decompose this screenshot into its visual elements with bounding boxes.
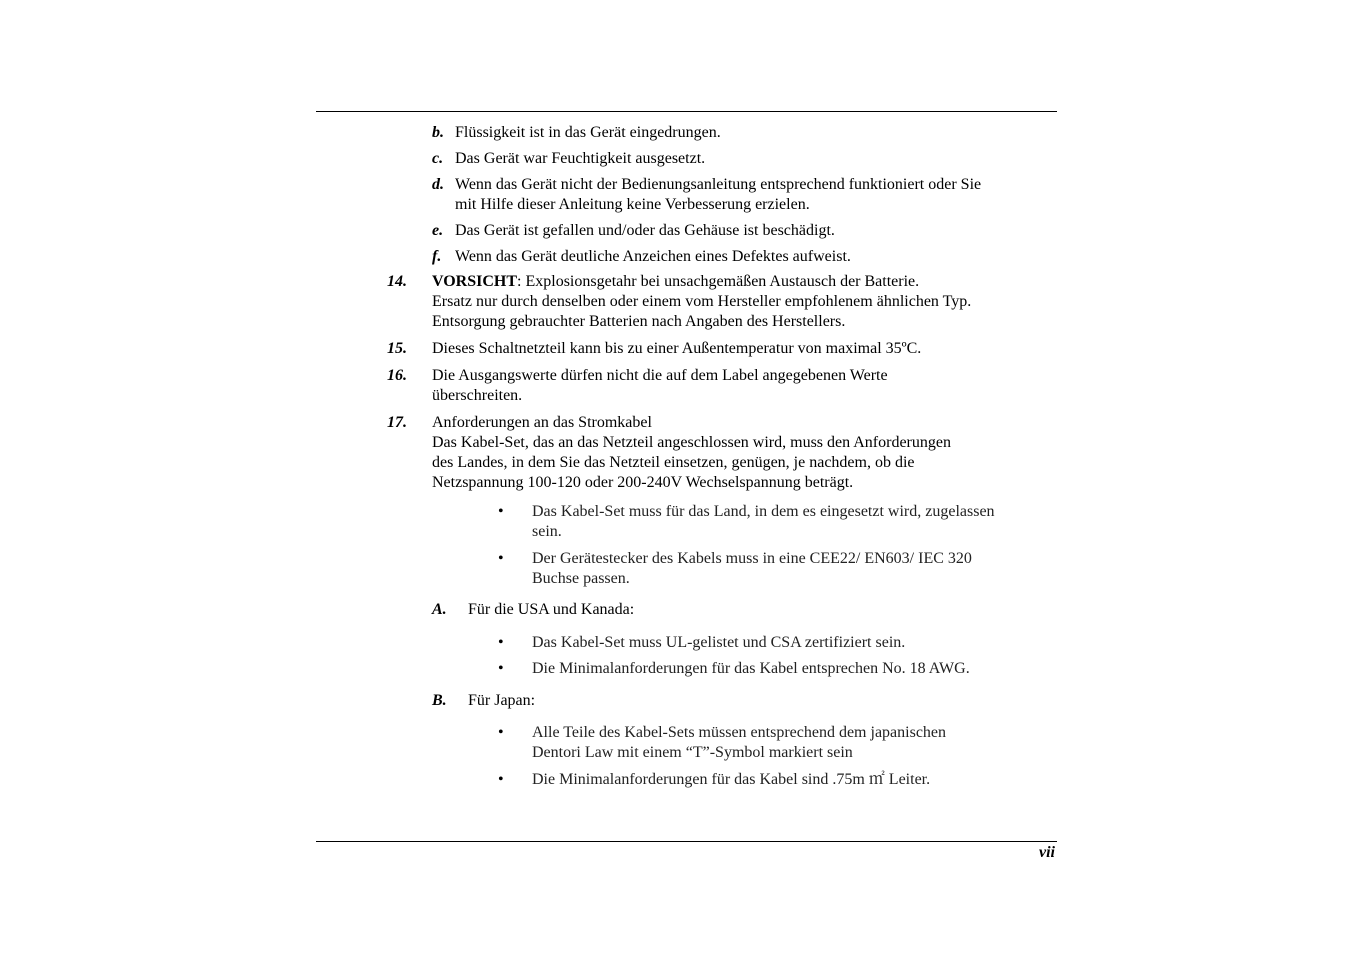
item17-line3: des Landes, in dem Sie das Netzteil einsetzen, genügen, je nachdem, ob die: [432, 454, 915, 471]
footer-rule: [316, 841, 1057, 842]
item17-line1: Anforderungen an das Stromkabel: [432, 414, 652, 431]
item-number-17: 17.: [387, 414, 407, 431]
item15-text: Dieses Schaltnetzteil kann bis zu einer Außentemperatur von maximal 35ºC.: [432, 340, 922, 357]
section-b-bullet-1-line2: Dentori Law mit einem “T”-Symbol markiert sein: [532, 744, 853, 761]
section-label-b: B.: [432, 692, 447, 709]
header-rule: [316, 111, 1057, 112]
bullet-icon: •: [498, 660, 504, 677]
sub-item-text-d-line2: mit Hilfe dieser Anleitung keine Verbesserung erzielen.: [455, 196, 810, 213]
item-number-16: 16.: [387, 367, 407, 384]
item17-line2: Das Kabel-Set, das an das Netzteil angeschlossen wird, muss den Anforderungen: [432, 434, 951, 451]
item14-line1: [432, 272, 919, 292]
section-b-bullet-2: Die Minimalanforderungen für das Kabel sind .75m ㎡ Leiter.: [532, 771, 931, 788]
bullet-icon: •: [498, 503, 504, 520]
sub-item-text-e: Das Gerät ist gefallen und/oder das Gehäuse ist beschädigt.: [455, 222, 835, 239]
item-number-14: 14.: [387, 273, 407, 290]
item16-line2: überschreiten.: [432, 387, 523, 404]
bullet-icon: •: [498, 724, 504, 741]
bullet-text-2-line2: Buchse passen.: [532, 570, 630, 587]
bullet-icon: •: [498, 550, 504, 567]
item14-line2: Ersatz nur durch denselben oder einem vom Hersteller empfohlenem ähnlichen Typ.: [432, 293, 972, 310]
bullet-icon: •: [498, 634, 504, 651]
sub-item-text-c: Das Gerät war Feuchtigkeit ausgesetzt.: [455, 150, 706, 167]
sub-item-text-f: Wenn das Gerät deutliche Anzeichen eines Defektes aufweist.: [455, 248, 851, 265]
item17-line4: Netzspannung 100-120 oder 200-240V Wechselspannung beträgt.: [432, 474, 854, 491]
sub-item-text-b: Flüssigkeit ist in das Gerät eingedrungen.: [455, 124, 721, 141]
item-number-15: 15.: [387, 340, 407, 357]
sub-item-text-d-line1: Wenn das Gerät nicht der Bedienungsanleitung entsprechend funktioniert oder Sie: [455, 176, 982, 193]
sub-item-label-f: f.: [432, 248, 442, 265]
bullet-text-2-line1: Der Gerätestecker des Kabels muss in eine CEE22/ EN603/ IEC 320: [532, 550, 972, 567]
bullet-icon: •: [498, 771, 504, 788]
section-title-b: Für Japan:: [468, 692, 536, 709]
sub-item-label-e: e.: [432, 222, 444, 239]
sub-item-label-c: c.: [432, 150, 444, 167]
sub-item-label-b: b.: [432, 124, 444, 141]
section-a-bullet-1: Das Kabel-Set muss UL-gelistet und CSA zertifiziert sein.: [532, 634, 906, 651]
section-b-bullet-1-line1: Alle Teile des Kabel-Sets müssen entsprechend dem japanischen: [532, 724, 947, 741]
bullet-text-1-line1: Das Kabel-Set muss für das Land, in dem es eingesetzt wird, zugelassen: [532, 503, 995, 520]
caution-keyword: VORSICHT: [432, 273, 518, 290]
item14-line1-rest: : Explosionsgetahr bei unsachgemäßen Austausch der Batterie.: [517, 273, 920, 290]
page-number: vii: [1039, 844, 1055, 861]
item14-line3: Entsorgung gebrauchter Batterien nach Angaben des Herstellers.: [432, 313, 846, 330]
sub-item-label-d: d.: [432, 176, 444, 193]
section-title-a: Für die USA und Kanada:: [468, 601, 635, 618]
bullet-text-1-line2: sein.: [532, 523, 562, 540]
item16-line1: Die Ausgangswerte dürfen nicht die auf dem Label angegebenen Werte: [432, 367, 888, 384]
section-a-bullet-2: Die Minimalanforderungen für das Kabel entsprechen No. 18 AWG.: [532, 660, 970, 677]
section-label-a: A.: [432, 601, 447, 618]
